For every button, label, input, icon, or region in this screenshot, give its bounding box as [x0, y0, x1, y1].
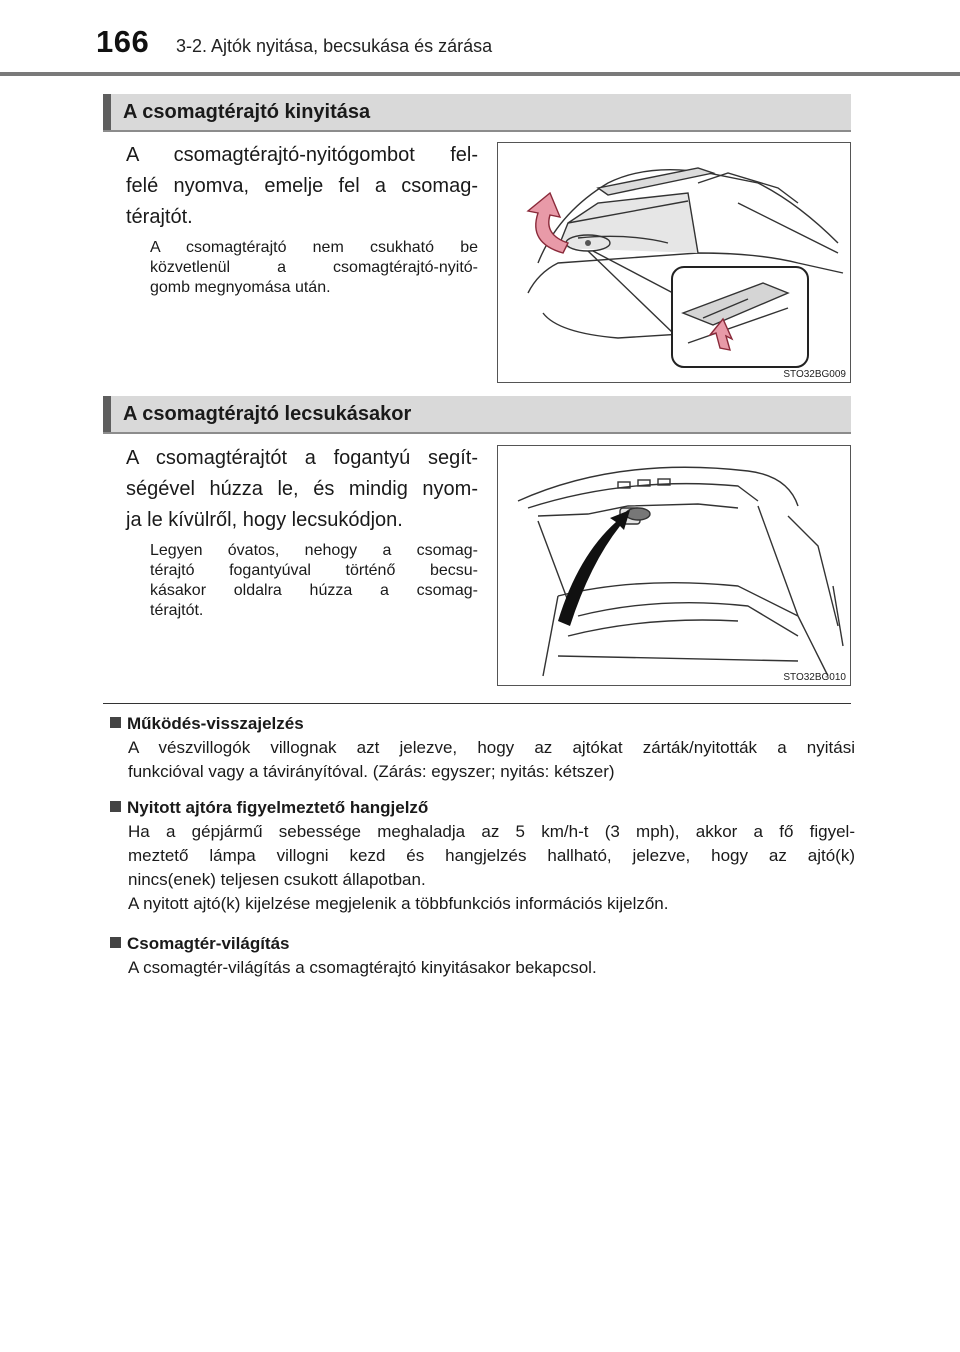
section-header-bar	[103, 396, 111, 432]
section-divider	[103, 703, 851, 704]
section-title: A csomagtérajtó lecsukásakor	[123, 403, 412, 425]
text-line: gomb megnyomása után.	[150, 279, 331, 296]
text-line: A csomagtérajtót a fogantyú segít-	[126, 447, 478, 469]
section-header-bar	[103, 94, 111, 130]
text-line: térajtó fogantyúval történő becsu-	[150, 562, 478, 579]
note-body	[110, 820, 855, 916]
bullet-square-icon	[110, 717, 121, 728]
section-header-close-tailgate	[103, 396, 851, 434]
note-operation-signal	[110, 712, 855, 784]
note-body	[110, 736, 855, 784]
text-line: A csomagtérajtó nem csukható be	[150, 239, 478, 256]
text-line: A nyitott ajtó(k) kijelzése megjelenik a többfunkciós információs kijelzőn.	[128, 894, 669, 913]
section-header-open-tailgate	[103, 94, 851, 132]
text-line: térajtót.	[150, 602, 204, 619]
note-heading: Működés-visszajelzés	[127, 714, 304, 733]
instruction-text	[126, 140, 478, 233]
note-open-door-warning	[110, 796, 855, 916]
text-line: ja le kívülről, hogy lecsukódjon.	[126, 509, 403, 531]
figure-close-tailgate	[497, 445, 851, 686]
note-cargo-light	[110, 932, 855, 980]
section-title: A csomagtérajtó kinyitása	[123, 101, 371, 123]
figure-code: STO32BG010	[783, 672, 846, 683]
text-line: Ha a gépjármű sebessége meghaladja az 5 km/h-t (3 mph), akkor a fő figyel-	[128, 822, 855, 841]
note-heading: Csomagtér-világítás	[127, 934, 290, 953]
text-line: A csomagtér-világítás a csomagtérajtó kinyitásakor bekapcsol.	[128, 958, 597, 977]
tailgate-close-illustration	[498, 446, 850, 685]
text-line: nincs(enek) teljesen csukott állapotban.	[128, 870, 426, 889]
note-heading: Nyitott ajtóra figyelmeztető hangjelző	[127, 798, 429, 817]
text-line: A vészvillogók villognak azt jelezve, hogy az ajtókat zárták/nyitották a nyitási	[128, 738, 855, 757]
bullet-square-icon	[110, 801, 121, 812]
note-body	[110, 956, 855, 980]
figure-open-tailgate	[497, 142, 851, 383]
header-rule	[0, 72, 960, 76]
text-line: ségével húzza le, és mindig nyom-	[126, 478, 478, 500]
text-line: Legyen óvatos, nehogy a csomag-	[150, 542, 478, 559]
page-number: 166	[96, 24, 150, 59]
text-line: felé nyomva, emelje fel a csomag-	[126, 175, 478, 197]
text-line: meztető lámpa villogni kezd és hangjelzés hallható, jelezve, hogy az ajtó(k)	[128, 846, 855, 865]
text-line: funkcióval vagy a távirányítóval. (Zárás: egyszer; nyitás: kétszer)	[128, 762, 615, 781]
caution-text	[150, 238, 478, 298]
figure-code: STO32BG009	[783, 369, 846, 380]
tailgate-open-illustration	[498, 143, 850, 382]
text-line: A csomagtérajtó-nyitógombot fel-	[126, 144, 478, 166]
chapter-title: 3-2. Ajtók nyitása, becsukása és zárása	[176, 36, 493, 56]
instruction-text	[126, 443, 478, 536]
bullet-square-icon	[110, 937, 121, 948]
text-line: közvetlenül a csomagtérajtó-nyitó-	[150, 259, 478, 276]
text-line: térajtót.	[126, 206, 193, 228]
caution-text	[150, 541, 478, 621]
text-line: kásakor oldalra húzza a csomag-	[150, 582, 478, 599]
